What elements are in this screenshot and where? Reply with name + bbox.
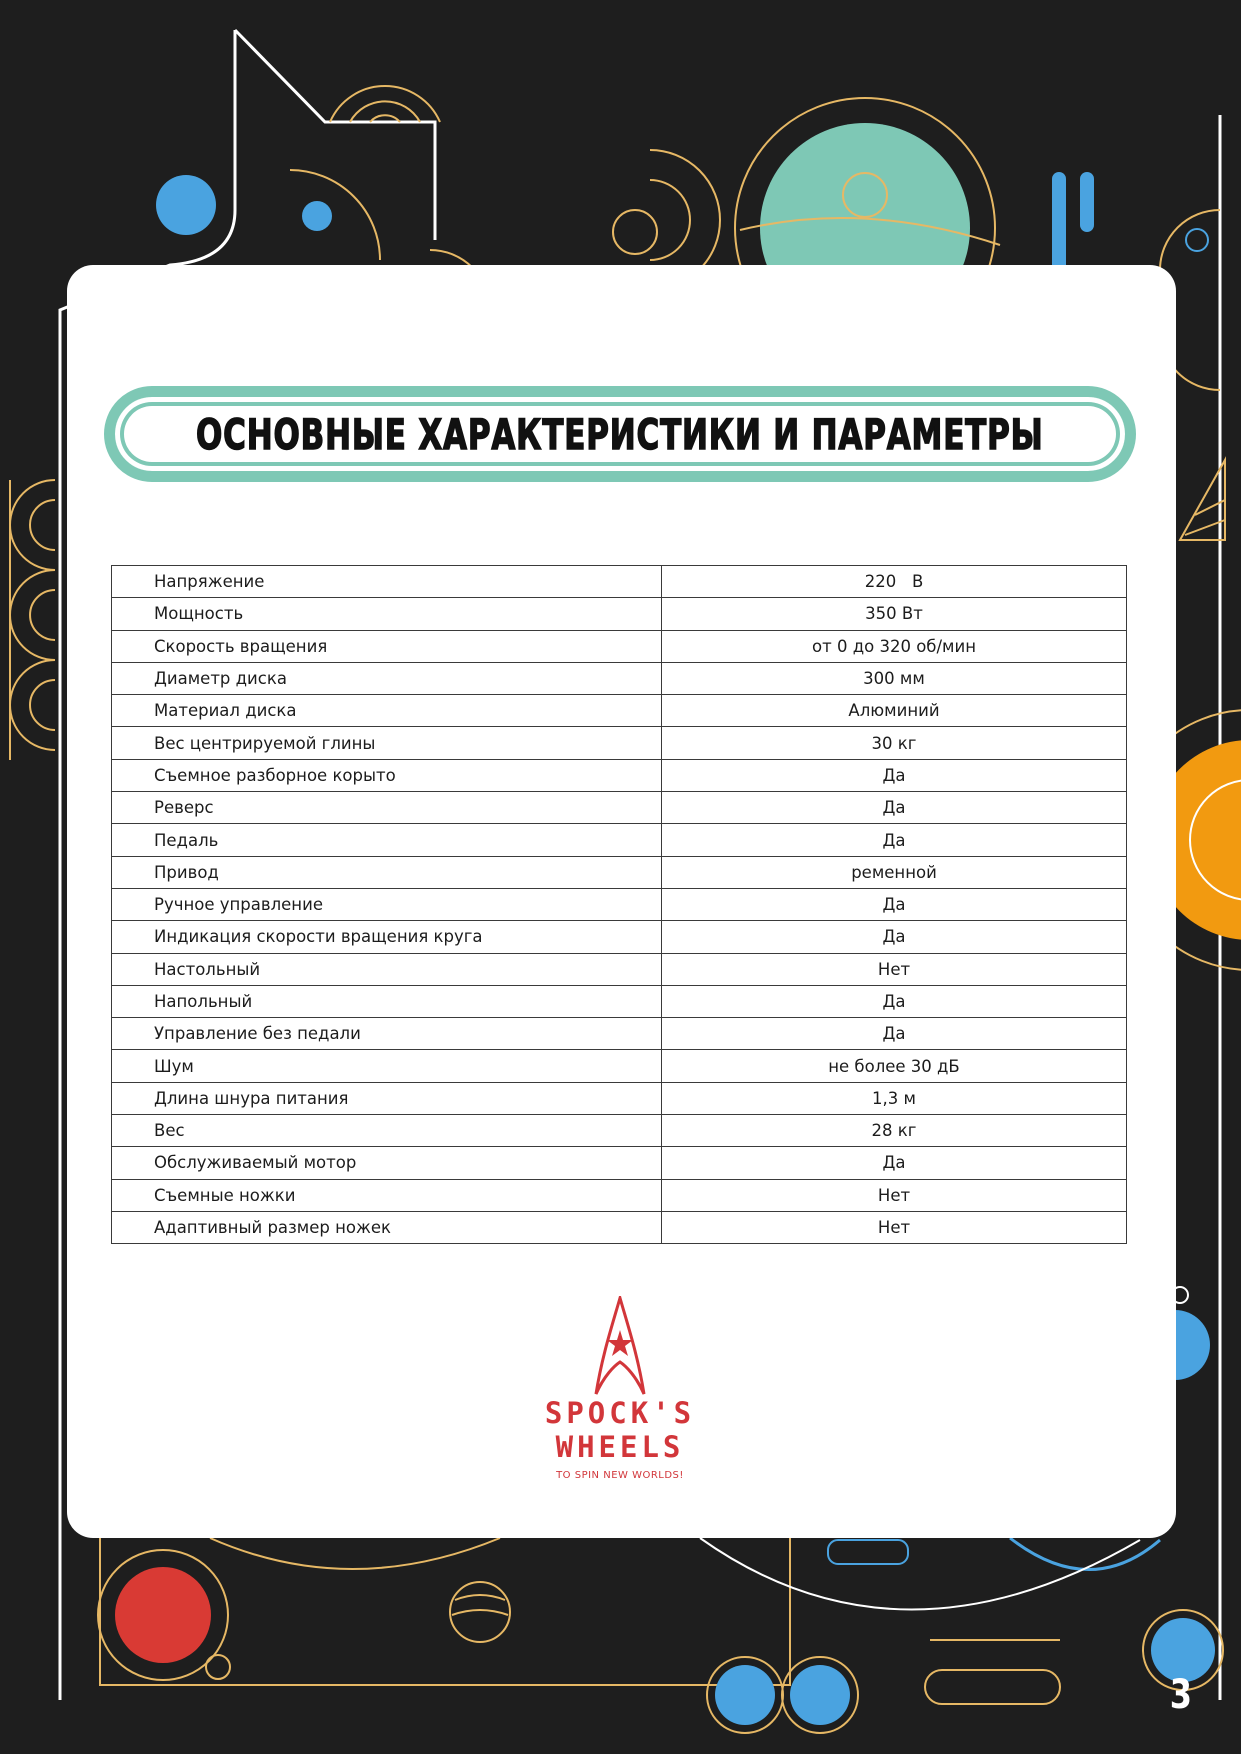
spec-value: Да [662, 824, 1127, 856]
spec-value: Да [662, 888, 1127, 920]
brand-name-line-2: WHEELS [555, 1430, 685, 1464]
page-number: 3 [1169, 1672, 1193, 1718]
spec-label: Напольный [112, 985, 662, 1017]
spec-value: Нет [662, 1179, 1127, 1211]
brand-name-line-1: SPOCK'S [544, 1396, 696, 1430]
spec-label: Длина шнура питания [112, 1082, 662, 1114]
spec-value: 30 кг [662, 727, 1127, 759]
spec-label: Скорость вращения [112, 630, 662, 662]
blue-dot-large [156, 175, 216, 235]
brand-logo [520, 1296, 720, 1486]
spec-value: 1,3 м [662, 1082, 1127, 1114]
spec-value: 220 В [662, 566, 1127, 598]
spec-label: Обслуживаемый мотор [112, 1147, 662, 1179]
spec-row [112, 598, 1127, 630]
spec-label: Вес [112, 1115, 662, 1147]
blue-planet-bottom-2 [790, 1665, 850, 1725]
spec-label: Материал диска [112, 695, 662, 727]
spec-row [112, 1179, 1127, 1211]
star-rocket-icon [590, 1296, 650, 1396]
spec-value: 350 Вт [662, 598, 1127, 630]
spec-value: Да [662, 985, 1127, 1017]
spec-value: не более 30 дБ [662, 1050, 1127, 1082]
spec-value: от 0 до 320 об/мин [662, 630, 1127, 662]
spec-value: 300 мм [662, 662, 1127, 694]
spec-label: Ручное управление [112, 888, 662, 920]
spec-table-body [112, 566, 1127, 1244]
spec-label: Съемное разборное корыто [112, 759, 662, 791]
spec-row [112, 856, 1127, 888]
spec-row [112, 1018, 1127, 1050]
spec-value: Алюминий [662, 695, 1127, 727]
blue-planet-bottom-1 [715, 1665, 775, 1725]
spec-row [112, 1115, 1127, 1147]
spec-value: Да [662, 759, 1127, 791]
spec-label: Съемные ножки [112, 1179, 662, 1211]
spec-row [112, 727, 1127, 759]
spec-row [112, 630, 1127, 662]
spec-label: Привод [112, 856, 662, 888]
spec-label: Шум [112, 1050, 662, 1082]
spec-label: Педаль [112, 824, 662, 856]
spec-value: Нет [662, 1211, 1127, 1243]
spec-row [112, 824, 1127, 856]
spec-label: Управление без педали [112, 1018, 662, 1050]
spec-value: Да [662, 921, 1127, 953]
spec-row [112, 566, 1127, 598]
spec-value: Да [662, 1147, 1127, 1179]
title-banner [104, 386, 1136, 482]
spec-row [112, 792, 1127, 824]
blue-dot-small [302, 201, 332, 231]
spec-label: Напряжение [112, 566, 662, 598]
spec-row [112, 1082, 1127, 1114]
spec-row [112, 888, 1127, 920]
spec-value: 28 кг [662, 1115, 1127, 1147]
spec-row [112, 985, 1127, 1017]
spec-row [112, 953, 1127, 985]
spec-row [112, 1211, 1127, 1243]
red-planet-shape [115, 1567, 211, 1663]
spec-row [112, 695, 1127, 727]
spec-value: Да [662, 792, 1127, 824]
spec-value: Нет [662, 953, 1127, 985]
brand-tagline: TO SPIN NEW WORLDS! [556, 1470, 684, 1481]
spec-row [112, 759, 1127, 791]
spec-row [112, 921, 1127, 953]
spec-row [112, 1050, 1127, 1082]
spec-row [112, 1147, 1127, 1179]
spec-row [112, 662, 1127, 694]
spec-label: Адаптивный размер ножек [112, 1211, 662, 1243]
spec-table [111, 565, 1127, 1244]
spec-label: Реверс [112, 792, 662, 824]
spec-value: Да [662, 1018, 1127, 1050]
spec-label: Вес центрируемой глины [112, 727, 662, 759]
spec-label: Индикация скорости вращения круга [112, 921, 662, 953]
spec-label: Диаметр диска [112, 662, 662, 694]
page-title: ОСНОВНЫЕ ХАРАКТЕРИСТИКИ И ПАРАМЕТРЫ [196, 409, 1044, 459]
spec-label: Настольный [112, 953, 662, 985]
spec-value: ременной [662, 856, 1127, 888]
spec-label: Мощность [112, 598, 662, 630]
